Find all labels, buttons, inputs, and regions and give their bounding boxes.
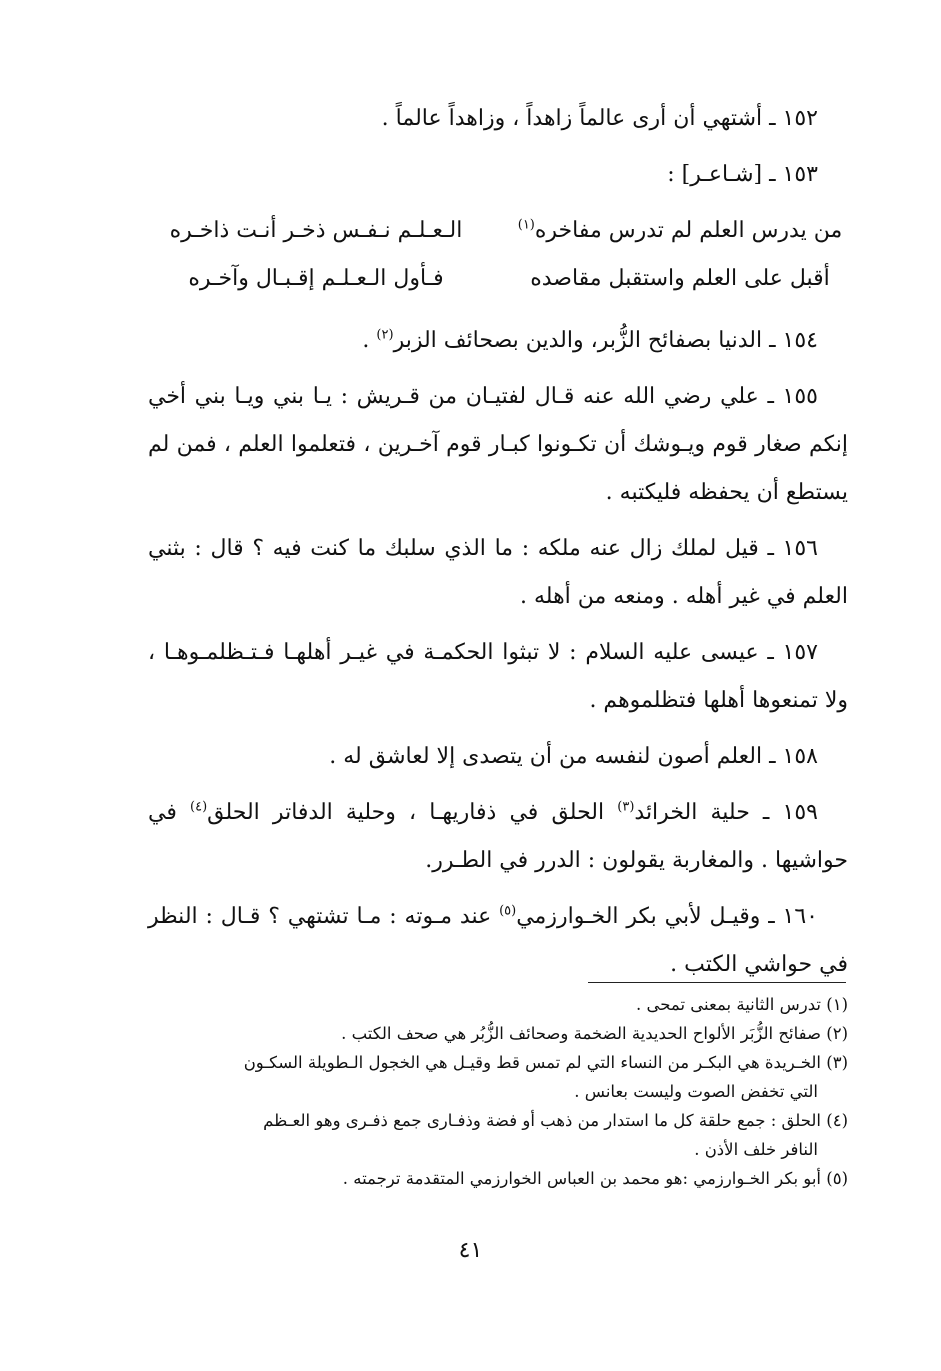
entry-152: ١٥٢ ـ أشتهي أن أرى عالماً زاهداً ، وزاهداً عالماً . xyxy=(381,106,818,131)
poem-line-2-second-hemistich: فـأول الـعـلـم إقـبـال وآخـره xyxy=(188,266,444,291)
poem-line-1-first-hemistich: من يدرس العلم لم تدرس مفاخره$^{(١)}$ xyxy=(517,217,843,243)
footnote-ref-5: (٥) xyxy=(499,903,517,919)
entry-154: ١٥٤ ـ الدنيا بصفائح الزُّبر، والدين بصحائف الزبر$^{(٢)}$ . xyxy=(362,327,818,353)
entry-160: ١٦٠ ـ وقيـل لأبي بكر الخـوارزمي$^{(٥)}$ عند مـوته : مـا تشتهي ؟ قـال : النظر في حواشي الكتب . xyxy=(148,903,848,977)
footnote-ref-3: (٣) xyxy=(617,799,635,815)
poem-line-2 xyxy=(148,255,848,303)
page-number: ٤١ xyxy=(458,1238,483,1263)
footnote-3: (٣) الخـريدة هي البكـر من النساء التي لم تمس قط وقيـل هي الخجول الـطويلة السكـون التي تخفض الصوت وليست بعانس . xyxy=(243,1053,848,1101)
footnote-ref-4: (٤) xyxy=(190,799,208,815)
entry-153: ١٥٣ ـ [شـاعـر] : xyxy=(667,162,818,187)
entry-156: ١٥٦ ـ قيل لملك زال عنه ملكه : ما الذي سلبك ما كنت فيه ؟ قال : بثني العلم في غير أهله . ومنعه من أهله . xyxy=(148,536,848,609)
entry-155: ١٥٥ ـ علي رضي الله عنه قـال لفتيـان من قـريش : يـا بني ويـا بني أخي إنكم صغار قوم ويـوشك أن تكـونوا كبـار قوم آخـرين ، فتعلموا العلم ، فمن لم يستطع أن يحفظه فليكتبه . xyxy=(148,384,848,505)
poem xyxy=(148,207,848,303)
entry-159: ١٥٩ ـ حلية الخرائد$^{(٣)}$ الحلق في ذفاريهـا ، وحلية الدفاتر الحلق$^{(٤)}$ في حواشيها . والمغاربة يقولون : الدرر في الطـرر. xyxy=(148,799,848,873)
footnote-ref-1: (١) xyxy=(517,217,535,233)
poem-line-1-second-hemistich: الـعـلـم نـفـس ذخـر أنـت ذاخـره xyxy=(169,218,463,243)
footnote-ref-2: (٢) xyxy=(376,327,394,343)
footnote-5: (٥) أبو بكر الخـوارزمي :هو محمد بن العباس الخوارزمي المتقدمة ترجمته . xyxy=(342,1169,848,1188)
footnote-2: (٢) صفائح الزُّبَر الألواح الحديدية الضخمة وصحائف الزُّبُر هي صحف الكتب . xyxy=(341,1024,848,1043)
poem-line-1 xyxy=(148,207,848,255)
poem-line-2-first-hemistich: أقبل على العلم واستقبل مقاصده xyxy=(530,266,830,291)
main-text xyxy=(148,95,848,997)
footnotes xyxy=(148,990,848,1193)
footnote-4: (٤) الحلق : جمع حلقة كل ما استدار من ذهب أو فضة وذفـارى جمع ذفـرى وهو العـظم النافر خلف الأذن . xyxy=(263,1111,848,1159)
entry-158: ١٥٨ ـ العلم أصون لنفسه من أن يتصدى إلا لعاشق له . xyxy=(329,744,818,769)
entry-157: ١٥٧ ـ عيسى عليه السلام : لا تبثوا الحكمـة في غيـر أهلهـا فـتـظلمـوهـا ، ولا تمنعوها أهلها فتظلموهم . xyxy=(148,640,848,713)
footnote-1: (١) تدرس الثانية بمعنى تمحى . xyxy=(636,995,848,1014)
footnote-separator xyxy=(588,982,846,983)
